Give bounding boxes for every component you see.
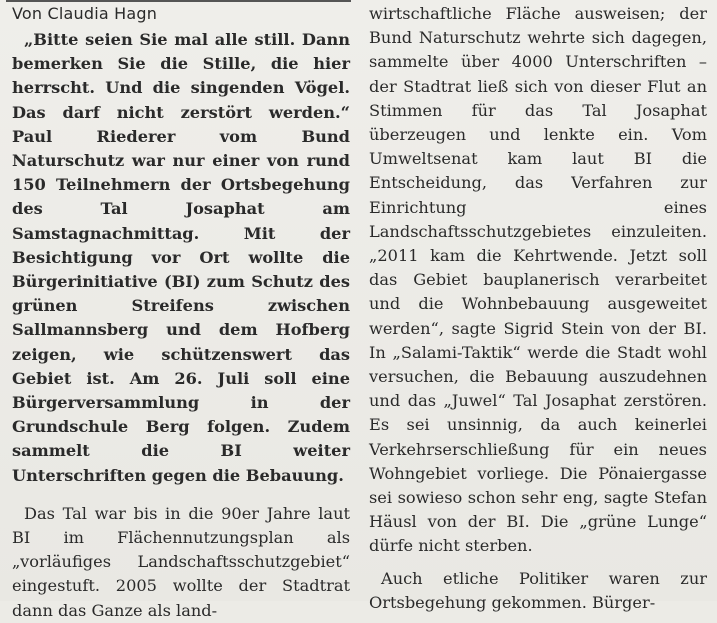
- body-paragraph-right-2: Auch etliche Politiker waren zur Ortsbegehung gekommen. Bürger-: [369, 568, 707, 612]
- lead-paragraph: „Bitte seien Sie mal alle still. Dann bemerken Sie die Stille, die hier herrscht. Und die singenden Vögel. Das darf nicht zerstört werden.“ Paul Riederer vom Bund Naturschutz war nur einer von rund 150 Teilnehmern der Ortsbegehung des Tal Josaphat am Samstagnachmittag. Mit der Besichtigung vor Ort wollte die Bürgerinitiative (BI) zum Schutz des grünen Streifens zwischen Sallmannsberg und dem Hofberg zeigen, wie schützenswert das Gebiet ist. Am 26. Juli soll eine Bürgerversammlung in der Grundschule Berg folgen. Zudem sammelt die BI weiter Unterschriften gegen die Bebauung.: [12, 30, 350, 485]
- body-paragraph-right-1: wirtschaftliche Fläche ausweisen; der Bund Naturschutz wehrte sich dagegen, sammelte über 4000 Unterschriften – der Stadtrat ließ sich von dieser Flut an Stimmen für das Tal Josaphat überzeugen und lenkte ein. Vom Umweltsenat kam laut BI die Entscheidung, das Verfahren zur Einrichtung eines Landschaftsschutzgebietes einzuleiten. „2011 kam die Kehrtwende. Jetzt soll das Gebiet bauplanerisch verarbeitet und die Wohnbebauung ausgeweitet werden“, sagte Sigrid Stein von der BI. In „Salami-Taktik“ werde die Stadt wohl versuchen, die Bebauung auszudehnen und das „Juwel“ Tal Josaphat zerstören. Es sei unsinnig, da auch keinerlei Verkehrserschließung für ein neues Wohngebiet vorliege. Die Pönaiergasse sei sowieso schon sehr eng, sagte Stefan Häusl von der BI. Die „grüne Lunge“ dürfe nicht sterben.: [369, 4, 707, 556]
- column-right: [369, 2, 707, 615]
- byline: Von Claudia Hagn: [12, 4, 158, 23]
- column-left: [12, 2, 350, 623]
- body-paragraph-left: Das Tal war bis in die 90er Jahre laut BI im Flächennutzungsplan als „vorläufiges Landschaftsschutzgebiet“ eingestuft. 2005 wollte der Stadtrat dann das Ganze als land-: [12, 503, 350, 620]
